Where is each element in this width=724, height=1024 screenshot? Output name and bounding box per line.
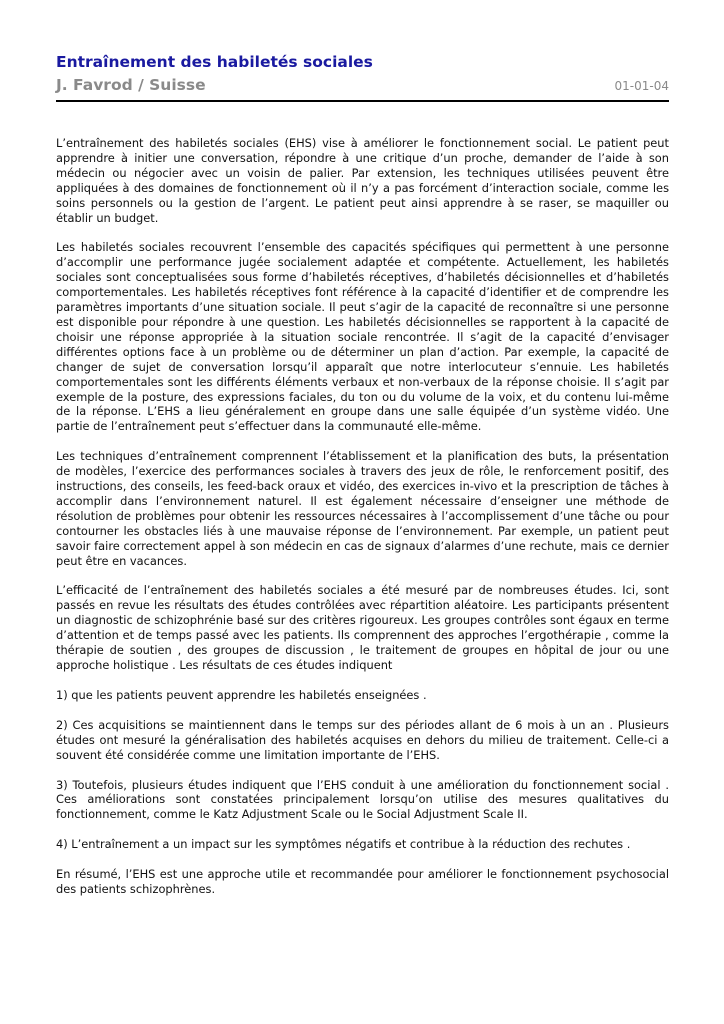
byline-row: [56, 75, 669, 102]
paragraph-result-3: 3) Toutefois, plusieurs études indiquent que l’EHS conduit à une amélioration du fonctionnement social . Ces améliorations sont constatées principalement lorsqu’on utilise des mesures qualitatives du fonctionnement, comme le Katz Adjustment Scale ou le Social Adjustment Scale II.: [56, 777, 669, 822]
document-body: [56, 136, 669, 897]
document-title: Entraînement des habiletés sociales: [56, 53, 373, 71]
paragraph-result-4: 4) L’entraînement a un impact sur les symptômes négatifs et contribue à la réduction des rechutes .: [56, 837, 631, 852]
author-line: J. Favrod / Suisse: [56, 76, 206, 94]
paragraph-result-2: 2) Ces acquisitions se maintiennent dans le temps sur des périodes allant de 6 mois à un an . Plusieurs études ont mesuré la généralisation des habiletés acquises en dehors du milieu de traitement. Celle-ci a souvent été considérée comme une limitation importante de l’EHS.: [56, 717, 669, 762]
paragraph-techniques: Les techniques d’entraînement comprennent l’établissement et la planification des buts, la présentation de modèles, l’exercice des performances sociales à travers des jeux de rôle, le renforcement positif, des instructions, des conseils, les feed-back oraux et vidéo, des exercices in-vivo et la prescription de tâches à accomplir dans l’environnement naturel. Il est également nécessaire d’enseigner une méthode de résolution de problèmes pour obtenir les ressources nécessaires à l’accomplissement d’une tâche ou pour contourner les obstacles liés à une mauvaise réponse de l’environnement. Par exemple, un patient peut savoir faire correctement appel à son médecin en cas de signaux d’alarmes d’une rechute, mais ce dernier peut être en vacances.: [56, 449, 669, 568]
document-page: [56, 52, 669, 912]
paragraph-efficacy: L’efficacité de l’entraînement des habiletés sociales a été mesuré par de nombreuses études. Ici, sont passés en revue les résultats des études contrôlées avec répartition aléatoire. Les participants présentent un diagnostic de schizophrénie basé sur des critères rigoureux. Les groupes contrôles sont égaux en terme d’attention et de temps passé avec les patients. Ils comprennent des approches l’ergothérapie , comme la thérapie de soutien , des groupes de discussion , le traitement de groupes en hôpital de jour ou une approche holistique . Les résultats de ces études indiquent: [56, 583, 669, 672]
paragraph-summary: En résumé, l’EHS est une approche utile et recommandée pour améliorer le fonctionnement psychosocial des patients schizophrènes.: [56, 867, 669, 897]
paragraph-result-1: 1) que les patients peuvent apprendre les habiletés enseignées .: [56, 687, 427, 702]
paragraph-definition: Les habiletés sociales recouvrent l’ensemble des capacités spécifiques qui permettent à une personne d’accomplir une performance jugée socialement adaptée et compétente. Actuellement, les habiletés sociales sont conceptualisées sous forme d’habiletés réceptives, d’habiletés décisionnelles et d’habiletés comportementales. Les habiletés réceptives font référence à la capacité d’identifier et de comprendre les paramètres importants d’une situation sociale. Il peut s’agir de la capacité de reconnaître si une personne est disponible pour répondre à une question. Les habiletés décisionnelles se rapportent à la capacité de choisir une réponse appropriée à la situation sociale rencontrée. Il s’agit de la capacité d’envisager différentes options face à un problème ou de déterminer un plan d’action. Par exemple, la capacité de changer de sujet de conversation lorsqu’il apparaît que notre interlocuteur s’ennuie. Les habiletés comportementales sont les différents éléments verbaux et non-verbaux de la réponse choisie. Il s’agit par exemple de la posture, des expressions faciales, du ton ou du volume de la voix, et du contenu lui-même de la réponse. L’EHS a lieu généralement en groupe dans une salle équipée d’un système vidéo. Une partie de l’entraînement peut s’effectuer dans la communauté elle-même.: [56, 240, 669, 434]
document-date: 01-01-04: [614, 79, 669, 93]
paragraph-intro: L’entraînement des habiletés sociales (EHS) vise à améliorer le fonctionnement social. Le patient peut apprendre à initier une conversation, répondre à une critique d’un proche, demander de l’aide à son médecin ou négocier avec un voisin de palier. Par extension, les techniques utilisées peuvent être appliquées à des domaines de fonctionnement où il n’y a pas forcément d’interaction sociale, comme les soins personnels ou la gestion de l’argent. Le patient peut ainsi apprendre à se raser, se maquiller ou établir un budget.: [56, 136, 669, 225]
